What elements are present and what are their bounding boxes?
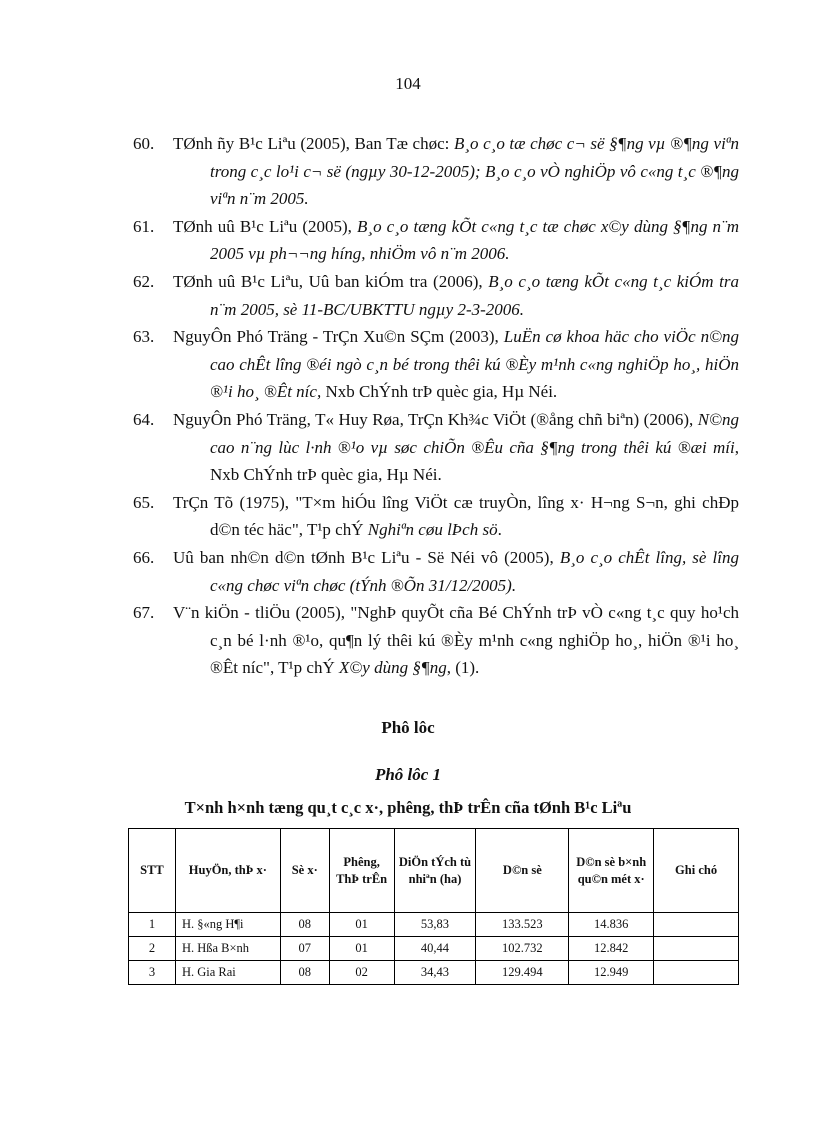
reference-tail: Nxb ChÝnh trÞ quèc gia, Hµ Néi. (321, 382, 558, 402)
reference-author: TØnh uû B¹c Liªu, Uû ban kiÓm tra (2006), (173, 271, 489, 291)
table-cell (654, 937, 739, 961)
reference-number: 63. (133, 327, 155, 347)
page-number: 104 (395, 74, 421, 93)
reference-list (133, 130, 739, 682)
reference-author: TØnh ñy B¹c Liªu (2005), Ban Tæ chøc: (173, 134, 454, 153)
table-title: T×nh h×nh tæng qu¸t c¸c x·, phêng, thÞ trÊn cña tØnh B¹c Liªu (184, 798, 632, 817)
table-cell (654, 913, 739, 937)
column-header: D©n sè b×nh qu©n mét x· (569, 829, 654, 913)
data-table (128, 828, 739, 985)
reference-item (133, 406, 739, 489)
reference-title: LuËn cø khoa häc cho viÖc n©ng cao chÊt lîng ®éi ngò c¸n bé trong thêi kú ®Èy m¹nh c«ng nghiÖp ho¸, hiÖn ®¹i ho¸ ®Êt níc, (210, 327, 739, 402)
table-cell: 34,43 (394, 961, 476, 985)
table-row (129, 961, 739, 985)
reference-number: 60. (133, 134, 155, 153)
table-header-row (129, 829, 739, 913)
table-cell: 01 (329, 937, 394, 961)
reference-item (133, 323, 739, 406)
reference-title: N©ng cao n¨ng lùc l·nh ®¹o vµ søc chiÕn ®Êu cña §¶ng trong thêi kú ®æi míi (210, 409, 739, 457)
table-cell: 2 (129, 937, 176, 961)
table-cell: 12.842 (569, 937, 654, 961)
table-cell: 102.732 (476, 937, 569, 961)
reference-author: TrÇn Tõ (1975), "T×m hiÓu lîng ViÖt cæ truyÒn, lîng x· H¬ng S¬n, ghi chÐp d©n téc häc", T¹p chÝ (173, 492, 739, 540)
column-header: DiÖn tÝch tù nhiªn (ha) (394, 829, 476, 913)
appendix-subheading: Phô lôc 1 (374, 765, 442, 784)
column-header: Ghi chó (654, 829, 739, 913)
reference-author: Uû ban nh©n d©n tØnh B¹c Liªu - Së Néi vô (2005), (173, 547, 560, 567)
table-cell: 12.949 (569, 961, 654, 985)
appendix-heading: Phô lôc (381, 718, 435, 737)
reference-title: B¸o c¸o chÊt lîng, sè lîng c«ng chøc viªn chøc (tÝnh ®Õn 31/12/2005). (210, 547, 739, 595)
table-cell: 01 (329, 913, 394, 937)
reference-number: 67. (133, 603, 155, 623)
table-cell: 14.836 (569, 913, 654, 937)
reference-item (133, 213, 739, 268)
table-cell: 129.494 (476, 961, 569, 985)
table-cell: 40,44 (394, 937, 476, 961)
table-cell: 02 (329, 961, 394, 985)
reference-item (133, 599, 739, 682)
table-cell: H. Gia Rai (175, 961, 280, 985)
table-row (129, 937, 739, 961)
table-cell: H. Hßa B×nh (175, 937, 280, 961)
table-cell: 1 (129, 913, 176, 937)
reference-title: X©y dùng §¶ng (338, 658, 447, 678)
reference-number: 64. (133, 409, 155, 429)
reference-item (133, 489, 739, 544)
reference-title: B¸o c¸o tæng kÕt c«ng t¸c tæ chøc x©y dùng §¶ng n¨m 2005 vµ ph¬¬ng híng, nhiÖm vô n¨m 2006. (210, 216, 739, 264)
reference-number: 61. (133, 216, 155, 236)
table-cell: 07 (280, 937, 329, 961)
reference-tail: . (497, 520, 502, 540)
reference-item (133, 130, 739, 213)
reference-item (133, 268, 739, 323)
reference-item (133, 544, 739, 599)
table-cell: 133.523 (476, 913, 569, 937)
column-header: Sè x· (280, 829, 329, 913)
reference-title: B¸o c¸o tæng kÕt c«ng t¸c kiÓm tra n¨m 2005, sè 11-BC/UBKTTU ngµy 2-3-2006. (210, 271, 739, 319)
table-cell: 53,83 (394, 913, 476, 937)
column-header: HuyÖn, thÞ x· (175, 829, 280, 913)
table-cell: H. §«ng H¶i (175, 913, 280, 937)
column-header: STT (129, 829, 176, 913)
table-cell: 08 (280, 961, 329, 985)
reference-author: V¨n kiÖn - tliÖu (2005), "NghÞ quyÕt cña Bé ChÝnh trÞ vÒ c«ng t¸c quy ho¹ch c¸n bé l·nh ®¹o, qu¶n lý thêi kú ®Èy m¹nh c«ng nghiÖp ho¸, hiÖn ®¹i ho¸ ®Êt níc", T¹p chÝ (173, 603, 739, 678)
reference-tail: , Nxb ChÝnh trÞ quèc gia, Hµ Néi. (210, 437, 739, 485)
column-header: Phêng, ThÞ trÊn (329, 829, 394, 913)
table-row (129, 913, 739, 937)
reference-number: 66. (133, 547, 155, 567)
reference-number: 62. (133, 271, 155, 291)
column-header: D©n sè (476, 829, 569, 913)
table-cell: 3 (129, 961, 176, 985)
reference-tail: , (1). (446, 658, 480, 678)
table-cell: 08 (280, 913, 329, 937)
reference-author: TØnh uû B¹c Liªu (2005), (173, 216, 358, 236)
reference-title: Nghiªn cøu lÞch sö (367, 520, 498, 540)
reference-author: NguyÔn Phó Träng, T« Huy Røa, TrÇn Kh¾c ViÖt (®ång chñ biªn) (2006), (173, 409, 698, 429)
reference-number: 65. (133, 492, 155, 512)
reference-author: NguyÔn Phó Träng - TrÇn Xu©n SÇm (2003), (173, 327, 504, 347)
reference-title: B¸o c¸o tæ chøc c¬ së §¶ng vµ ®¶ng viªn trong c¸c lo¹i c¬ së (ngµy 30-12-2005); B¸o c¸o vÒ nghiÖp vô c«ng t¸c ®¶ng viªn n¨m 2005. (210, 134, 739, 209)
table-cell (654, 961, 739, 985)
